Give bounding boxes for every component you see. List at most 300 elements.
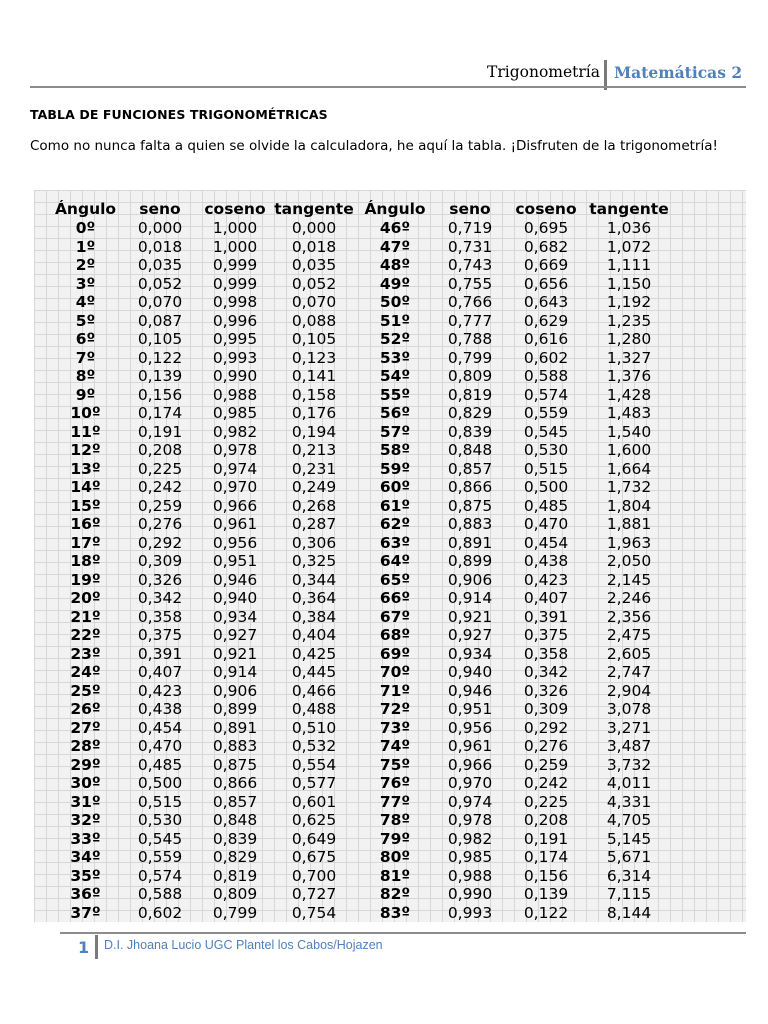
value-cell: 0,259 — [523, 755, 569, 774]
value-cell: 0,139 — [523, 885, 569, 903]
value-cell: 2,904 — [606, 681, 652, 700]
value-cell: 0,391 — [523, 607, 569, 626]
value-cell: 0,914 — [447, 589, 493, 607]
value-cell: 0,588 — [523, 367, 569, 385]
header-course: Matemáticas 2 — [614, 63, 743, 82]
value-cell: 0,602 — [137, 903, 183, 922]
angle-cell: 28º — [70, 737, 101, 755]
value-cell: 1,540 — [606, 422, 652, 441]
value-cell: 7,115 — [606, 885, 652, 903]
value-cell: 0,559 — [523, 404, 569, 422]
value-cell: 0,445 — [291, 663, 337, 681]
angle-cell: 12º — [70, 441, 101, 459]
angle-cell: 48º — [379, 256, 411, 274]
value-cell: 0,940 — [447, 663, 493, 681]
value-cell: 0,906 — [447, 570, 493, 589]
value-cell: 0,488 — [291, 700, 337, 718]
table-row — [50, 830, 673, 849]
value-cell: 0,970 — [447, 774, 493, 792]
value-cell: 0,766 — [447, 293, 493, 311]
intro-paragraph: Como no nunca falta a quien se olvide la calculadora, he aquí la tabla. ¡Disfruten de la trigonometría! — [30, 138, 718, 154]
value-cell: 0,727 — [291, 885, 337, 903]
angle-cell: 49º — [379, 274, 411, 293]
value-cell: 8,144 — [606, 903, 652, 922]
table-row — [50, 515, 673, 534]
value-cell: 0,287 — [291, 515, 337, 533]
value-cell: 0,788 — [447, 330, 493, 348]
value-cell: 0,809 — [212, 885, 258, 903]
value-cell: 0,105 — [137, 330, 183, 348]
table-row — [50, 571, 673, 590]
table-row — [50, 312, 673, 331]
value-cell: 0,883 — [447, 515, 493, 533]
value-cell: 0,695 — [523, 219, 569, 237]
value-cell: 0,530 — [137, 811, 183, 829]
col-header: coseno — [515, 199, 577, 218]
value-cell: 0,545 — [523, 422, 569, 441]
value-cell: 5,145 — [606, 829, 652, 848]
angle-cell: 11º — [70, 422, 101, 441]
value-cell: 0,344 — [291, 570, 337, 589]
value-cell: 3,271 — [606, 718, 652, 737]
angle-cell: 9º — [75, 385, 96, 404]
value-cell: 0,951 — [212, 552, 258, 570]
value-cell: 0,754 — [291, 903, 337, 922]
angle-cell: 79º — [379, 829, 411, 848]
value-cell: 0,438 — [523, 552, 569, 570]
angle-cell: 29º — [70, 755, 101, 774]
value-cell: 0,829 — [447, 404, 493, 422]
value-cell: 0,384 — [291, 607, 337, 626]
value-cell: 0,966 — [447, 755, 493, 774]
table-row — [50, 737, 673, 756]
value-cell: 1,327 — [606, 348, 652, 367]
value-cell: 0,995 — [212, 330, 258, 348]
value-cell: 0,292 — [137, 533, 183, 552]
value-cell: 0,743 — [447, 256, 493, 274]
angle-cell: 15º — [70, 496, 101, 515]
angle-cell: 77º — [379, 792, 411, 811]
angle-cell: 62º — [379, 515, 411, 533]
value-cell: 1,428 — [606, 385, 652, 404]
angle-cell: 80º — [379, 848, 411, 866]
table-row — [50, 811, 673, 830]
value-cell: 0,454 — [523, 533, 569, 552]
col-header: tangente — [589, 199, 669, 218]
angle-cell: 75º — [379, 755, 411, 774]
angle-cell: 46º — [379, 219, 411, 237]
value-cell: 0,799 — [212, 903, 258, 922]
table-row — [50, 275, 673, 294]
angle-cell: 36º — [70, 885, 101, 903]
value-cell: 0,755 — [447, 274, 493, 293]
table-row — [50, 552, 673, 571]
value-cell: 0,326 — [523, 681, 569, 700]
table-row — [50, 423, 673, 442]
value-cell: 0,956 — [447, 718, 493, 737]
value-cell: 0,358 — [137, 607, 183, 626]
angle-cell: 4º — [75, 293, 96, 311]
value-cell: 0,601 — [291, 792, 337, 811]
angle-cell: 60º — [379, 478, 411, 496]
angle-cell: 2º — [75, 256, 96, 274]
header-subject: Trigonometría — [487, 63, 600, 81]
value-cell: 0,276 — [137, 515, 183, 533]
value-cell: 0,088 — [291, 311, 337, 330]
table-row — [50, 367, 673, 386]
value-cell: 3,078 — [606, 700, 652, 718]
value-cell: 0,139 — [137, 367, 183, 385]
value-cell: 0,554 — [291, 755, 337, 774]
angle-cell: 68º — [379, 626, 411, 644]
table-row — [50, 589, 673, 608]
value-cell: 0,404 — [291, 626, 337, 644]
angle-cell: 63º — [379, 533, 411, 552]
table-header-row — [50, 199, 673, 219]
value-cell: 0,588 — [137, 885, 183, 903]
value-cell: 0,731 — [447, 237, 493, 256]
value-cell: 0,052 — [137, 274, 183, 293]
table-row — [50, 848, 673, 867]
value-cell: 4,331 — [606, 792, 652, 811]
table-row — [50, 219, 673, 238]
value-cell: 0,993 — [212, 348, 258, 367]
value-cell: 0,819 — [212, 866, 258, 885]
col-header: seno — [449, 199, 491, 218]
angle-cell: 6º — [75, 330, 96, 348]
value-cell: 0,819 — [447, 385, 493, 404]
angle-cell: 57º — [379, 422, 411, 441]
value-cell: 0,000 — [137, 219, 183, 237]
angle-cell: 24º — [70, 663, 101, 681]
value-cell: 0,174 — [523, 848, 569, 866]
value-cell: 0,500 — [523, 478, 569, 496]
table-row — [50, 441, 673, 460]
value-cell: 0,191 — [523, 829, 569, 848]
value-cell: 0,454 — [137, 718, 183, 737]
angle-cell: 69º — [379, 644, 411, 663]
value-cell: 0,927 — [212, 626, 258, 644]
value-cell: 1,000 — [212, 219, 258, 237]
table-row — [50, 478, 673, 497]
value-cell: 0,891 — [447, 533, 493, 552]
value-cell: 0,799 — [447, 348, 493, 367]
value-cell: 2,356 — [606, 607, 652, 626]
value-cell: 1,036 — [606, 219, 652, 237]
angle-cell: 14º — [70, 478, 101, 496]
value-cell: 0,809 — [447, 367, 493, 385]
angle-cell: 65º — [379, 570, 411, 589]
table-row — [50, 626, 673, 645]
value-cell: 0,268 — [291, 496, 337, 515]
table-row — [50, 460, 673, 479]
value-cell: 1,376 — [606, 367, 652, 385]
value-cell: 0,364 — [291, 589, 337, 607]
value-cell: 0,000 — [291, 219, 337, 237]
value-cell: 0,070 — [137, 293, 183, 311]
table-row — [50, 238, 673, 257]
table-row — [50, 608, 673, 627]
angle-cell: 37º — [70, 903, 101, 922]
angle-cell: 56º — [379, 404, 411, 422]
value-cell: 0,158 — [291, 385, 337, 404]
angle-cell: 34º — [70, 848, 101, 866]
value-cell: 1,881 — [606, 515, 652, 533]
angle-cell: 83º — [379, 903, 411, 922]
value-cell: 0,970 — [212, 478, 258, 496]
angle-cell: 61º — [379, 496, 411, 515]
footer-divider — [95, 935, 98, 959]
value-cell: 0,309 — [523, 700, 569, 718]
angle-cell: 53º — [379, 348, 411, 367]
angle-cell: 33º — [70, 829, 101, 848]
table-row — [50, 756, 673, 775]
col-header: Ángulo — [54, 199, 117, 218]
value-cell: 0,866 — [447, 478, 493, 496]
value-cell: 0,866 — [212, 774, 258, 792]
angle-cell: 10º — [70, 404, 101, 422]
value-cell: 0,438 — [137, 700, 183, 718]
value-cell: 0,906 — [212, 681, 258, 700]
value-cell: 0,921 — [447, 607, 493, 626]
value-cell: 0,875 — [212, 755, 258, 774]
value-cell: 0,342 — [523, 663, 569, 681]
value-cell: 0,993 — [447, 903, 493, 922]
value-cell: 0,574 — [137, 866, 183, 885]
value-cell: 0,425 — [291, 644, 337, 663]
value-cell: 0,391 — [137, 644, 183, 663]
value-cell: 0,515 — [137, 792, 183, 811]
angle-cell: 71º — [379, 681, 411, 700]
value-cell: 4,011 — [606, 774, 652, 792]
value-cell: 1,483 — [606, 404, 652, 422]
value-cell: 0,829 — [212, 848, 258, 866]
angle-cell: 74º — [379, 737, 411, 755]
table-row — [50, 867, 673, 886]
value-cell: 5,671 — [606, 848, 652, 866]
value-cell: 0,899 — [212, 700, 258, 718]
value-cell: 0,174 — [137, 404, 183, 422]
value-cell: 0,974 — [447, 792, 493, 811]
angle-cell: 17º — [70, 533, 101, 552]
value-cell: 0,225 — [137, 459, 183, 478]
table-row — [50, 534, 673, 553]
value-cell: 0,052 — [291, 274, 337, 293]
value-cell: 0,777 — [447, 311, 493, 330]
value-cell: 0,990 — [447, 885, 493, 903]
value-cell: 0,407 — [137, 663, 183, 681]
value-cell: 2,246 — [606, 589, 652, 607]
value-cell: 0,629 — [523, 311, 569, 330]
value-cell: 0,276 — [523, 737, 569, 755]
angle-cell: 1º — [75, 237, 96, 256]
angle-cell: 66º — [379, 589, 411, 607]
value-cell: 1,963 — [606, 533, 652, 552]
value-cell: 0,326 — [137, 570, 183, 589]
value-cell: 1,072 — [606, 237, 652, 256]
value-cell: 1,600 — [606, 441, 652, 459]
value-cell: 0,934 — [212, 607, 258, 626]
value-cell: 0,951 — [447, 700, 493, 718]
angle-cell: 26º — [70, 700, 101, 718]
value-cell: 0,122 — [523, 903, 569, 922]
value-cell: 0,466 — [291, 681, 337, 700]
footer-credit: D.I. Jhoana Lucio UGC Plantel los Cabos/Hojazen — [104, 938, 383, 952]
value-cell: 0,208 — [523, 811, 569, 829]
col-header: Ángulo — [364, 199, 426, 218]
table-row — [50, 349, 673, 368]
value-cell: 0,857 — [212, 792, 258, 811]
table-row — [50, 774, 673, 793]
value-cell: 0,515 — [523, 459, 569, 478]
angle-cell: 5º — [75, 311, 96, 330]
value-cell: 2,145 — [606, 570, 652, 589]
angle-cell: 23º — [70, 644, 101, 663]
value-cell: 0,669 — [523, 256, 569, 274]
value-cell: 0,988 — [447, 866, 493, 885]
value-cell: 3,732 — [606, 755, 652, 774]
angle-cell: 67º — [379, 607, 411, 626]
value-cell: 0,934 — [447, 644, 493, 663]
angle-cell: 13º — [70, 459, 101, 478]
angle-cell: 30º — [70, 774, 101, 792]
value-cell: 0,123 — [291, 348, 337, 367]
angle-cell: 58º — [379, 441, 411, 459]
value-cell: 0,035 — [137, 256, 183, 274]
angle-cell: 35º — [70, 866, 101, 885]
value-cell: 0,105 — [291, 330, 337, 348]
page-number: 1 — [78, 938, 90, 957]
table-row — [50, 386, 673, 405]
value-cell: 0,530 — [523, 441, 569, 459]
angle-cell: 31º — [70, 792, 101, 811]
value-cell: 1,804 — [606, 496, 652, 515]
angle-cell: 81º — [379, 866, 411, 885]
value-cell: 2,050 — [606, 552, 652, 570]
value-cell: 0,990 — [212, 367, 258, 385]
value-cell: 0,342 — [137, 589, 183, 607]
footer-rule — [60, 932, 746, 934]
value-cell: 0,988 — [212, 385, 258, 404]
value-cell: 0,616 — [523, 330, 569, 348]
value-cell: 0,485 — [137, 755, 183, 774]
value-cell: 0,899 — [447, 552, 493, 570]
value-cell: 0,470 — [523, 515, 569, 533]
value-cell: 0,946 — [212, 570, 258, 589]
value-cell: 0,242 — [137, 478, 183, 496]
table-row — [50, 793, 673, 812]
value-cell: 0,602 — [523, 348, 569, 367]
table-row — [50, 404, 673, 423]
angle-cell: 20º — [70, 589, 101, 607]
value-cell: 0,914 — [212, 663, 258, 681]
angle-cell: 21º — [70, 607, 101, 626]
value-cell: 0,156 — [137, 385, 183, 404]
value-cell: 0,891 — [212, 718, 258, 737]
value-cell: 0,978 — [447, 811, 493, 829]
table-row — [50, 700, 673, 719]
page-header — [30, 60, 746, 88]
value-cell: 0,839 — [447, 422, 493, 441]
value-cell: 0,375 — [137, 626, 183, 644]
angle-cell: 22º — [70, 626, 101, 644]
value-cell: 0,485 — [523, 496, 569, 515]
value-cell: 0,141 — [291, 367, 337, 385]
value-cell: 1,150 — [606, 274, 652, 293]
value-cell: 0,500 — [137, 774, 183, 792]
value-cell: 0,857 — [447, 459, 493, 478]
value-cell: 0,194 — [291, 422, 337, 441]
value-cell: 0,208 — [137, 441, 183, 459]
angle-cell: 0º — [75, 219, 96, 237]
value-cell: 1,111 — [606, 256, 652, 274]
value-cell: 0,231 — [291, 459, 337, 478]
value-cell: 0,961 — [212, 515, 258, 533]
angle-cell: 82º — [379, 885, 411, 903]
value-cell: 0,996 — [212, 311, 258, 330]
angle-cell: 64º — [379, 552, 411, 570]
angle-cell: 72º — [379, 700, 411, 718]
value-cell: 1,280 — [606, 330, 652, 348]
value-cell: 0,927 — [447, 626, 493, 644]
col-header: seno — [139, 199, 181, 218]
value-cell: 0,306 — [291, 533, 337, 552]
trig-table — [50, 199, 673, 922]
value-cell: 0,191 — [137, 422, 183, 441]
value-cell: 0,407 — [523, 589, 569, 607]
value-cell: 1,732 — [606, 478, 652, 496]
angle-cell: 51º — [379, 311, 411, 330]
table-row — [50, 885, 673, 904]
value-cell: 0,921 — [212, 644, 258, 663]
table-row — [50, 256, 673, 275]
header-rule — [30, 86, 746, 88]
value-cell: 0,559 — [137, 848, 183, 866]
angle-cell: 55º — [379, 385, 411, 404]
value-cell: 0,999 — [212, 256, 258, 274]
value-cell: 2,475 — [606, 626, 652, 644]
value-cell: 0,675 — [291, 848, 337, 866]
value-cell: 0,974 — [212, 459, 258, 478]
value-cell: 0,423 — [137, 681, 183, 700]
value-cell: 0,249 — [291, 478, 337, 496]
angle-cell: 73º — [379, 718, 411, 737]
value-cell: 0,225 — [523, 792, 569, 811]
trig-table-panel — [34, 190, 746, 922]
value-cell: 0,423 — [523, 570, 569, 589]
angle-cell: 52º — [379, 330, 411, 348]
value-cell: 0,700 — [291, 866, 337, 885]
value-cell: 0,545 — [137, 829, 183, 848]
value-cell: 0,946 — [447, 681, 493, 700]
value-cell: 0,242 — [523, 774, 569, 792]
value-cell: 6,314 — [606, 866, 652, 885]
value-cell: 0,998 — [212, 293, 258, 311]
value-cell: 0,999 — [212, 274, 258, 293]
value-cell: 0,309 — [137, 552, 183, 570]
col-header: tangente — [274, 199, 354, 218]
value-cell: 0,292 — [523, 718, 569, 737]
value-cell: 0,087 — [137, 311, 183, 330]
col-header: coseno — [204, 199, 266, 218]
angle-cell: 7º — [75, 348, 96, 367]
value-cell: 0,961 — [447, 737, 493, 755]
value-cell: 0,213 — [291, 441, 337, 459]
value-cell: 0,532 — [291, 737, 337, 755]
angle-cell: 78º — [379, 811, 411, 829]
value-cell: 4,705 — [606, 811, 652, 829]
value-cell: 0,018 — [137, 237, 183, 256]
